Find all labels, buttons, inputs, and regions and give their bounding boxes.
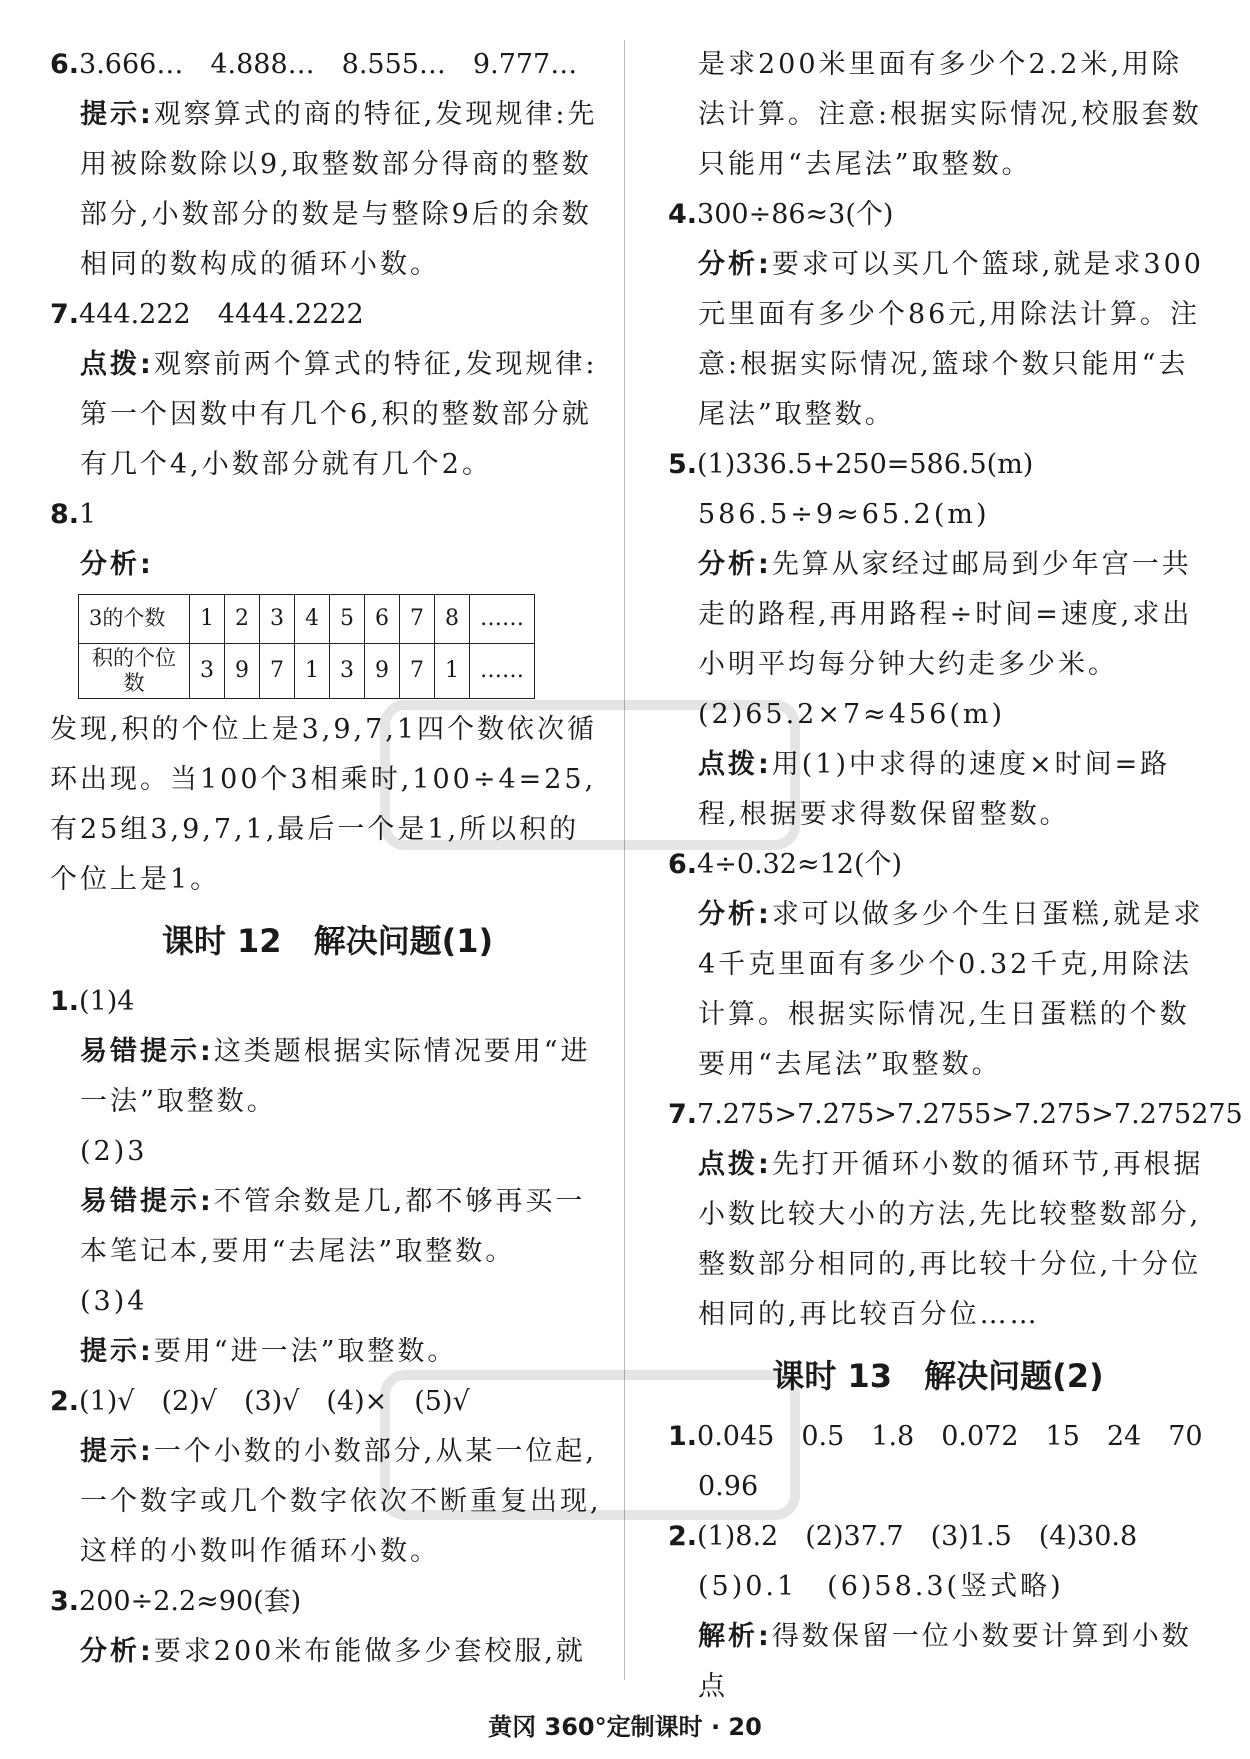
table-cell: …… — [470, 595, 535, 644]
analysis-text: 要求可以买几个篮球,就是求300元里面有多少个86元,用除法计算。注意:根据实际情况,篮球个数只能用“去尾法”取整数。 — [698, 249, 1204, 430]
question-number: 5. — [668, 449, 698, 480]
table-cell: 1 — [295, 644, 330, 699]
answer: 444.222 4444.2222 — [79, 299, 364, 330]
question-5 — [668, 440, 1208, 490]
analysis-text: 求可以做多少个生日蛋糕,就是求4千克里面有多少个0.32千克,用除法计算。根据实际情况,生日蛋糕的个数要用“去尾法”取整数。 — [698, 899, 1204, 1080]
watermark-icon — [380, 700, 800, 850]
question-number: 1. — [50, 986, 80, 1018]
table-row — [79, 595, 535, 644]
lesson-13-title: 课时 13 解决问题(2) — [772, 1357, 1104, 1395]
question-4 — [668, 190, 1208, 240]
analysis-label: 分析: — [698, 249, 772, 280]
lesson-12-title: 课时 12 解决问题(1) — [161, 922, 494, 961]
answer: 586.5÷9≈65.2(m) — [698, 499, 990, 530]
tip-label: 易错提示: — [80, 1036, 214, 1068]
hint — [50, 340, 605, 490]
answer: 0.045 0.5 1.8 0.072 15 24 70 0.96 — [697, 1421, 1230, 1502]
answer: (2)65.2×7≈456(m) — [698, 699, 1005, 730]
hint-text: 观察算式的商的特征,发现规律:先用被除数除以9,取整数部分得商的整数部分,小数部分的数是与整除9后的余数相同的数构成的循环小数。 — [80, 99, 598, 280]
question-number: 8. — [50, 499, 80, 530]
table-cell: 9 — [365, 644, 400, 699]
analysis-label: 解析: — [698, 1621, 772, 1652]
hint-text: 用(1)中求得的速度×时间=路程,根据要求得数保留整数。 — [698, 749, 1171, 830]
hint — [50, 90, 605, 290]
question-number: 6. — [50, 49, 80, 80]
analysis — [668, 240, 1208, 440]
watermark-mark — [380, 1370, 800, 1557]
error-tip — [50, 1027, 605, 1127]
question-7 — [668, 1090, 1243, 1140]
hint-label: 点拨: — [698, 1149, 772, 1180]
answer: (1)8.2 (2)37.7 (3)1.5 (4)30.8 — [697, 1521, 1138, 1552]
hint-label: 提示: — [80, 99, 154, 130]
table-cell: 5 — [330, 595, 365, 644]
table-cell: 7 — [260, 644, 295, 699]
analysis-continuation: 是求200米里面有多少个2.2米,用除法计算。注意:根据实际情况,校服套数只能用“去尾法”取整数。 — [698, 49, 1202, 180]
question-6 — [50, 40, 605, 90]
hint-label: 提示: — [80, 1436, 154, 1468]
table-cell: 3 — [330, 644, 365, 699]
hint-text: 先打开循环小数的循环节,再根据小数比较大小的方法,先比较整数部分,整数部分相同的,再比较十分位,十分位相同的,再比较百分位…… — [698, 1149, 1204, 1330]
tip-text: 不管余数是几,都不够再买一本笔记本,要用“去尾法”取整数。 — [80, 1186, 586, 1268]
table-cell: 3 — [190, 644, 225, 699]
question-number: 2. — [668, 1521, 698, 1552]
error-tip — [50, 1177, 605, 1277]
question-7 — [50, 290, 605, 340]
table-cell: …… — [470, 644, 535, 699]
table-cell: 4 — [295, 595, 330, 644]
question-number: 1. — [668, 1421, 698, 1452]
table-cell: 6 — [365, 595, 400, 644]
question-1 — [50, 977, 605, 1027]
page-footer: 黄冈 360°定制课时 · 20 — [488, 1713, 762, 1741]
table-cell: 2 — [225, 595, 260, 644]
analysis-label: 分析: — [698, 899, 772, 930]
answer: (1)√ (2)√ (3)√ (4)× (5)√ — [79, 1386, 470, 1418]
question-number: 3. — [50, 1586, 80, 1618]
hint — [668, 1140, 1208, 1340]
question-3 — [50, 1577, 605, 1627]
answer: (2)3 — [80, 1136, 148, 1168]
question-number: 7. — [50, 299, 80, 330]
table-cell: 1 — [190, 595, 225, 644]
question-number: 2. — [50, 1386, 80, 1418]
analysis-text: 先算从家经过邮局到少年宫一共走的路程,再用路程÷时间=速度,求出小明平均每分钟大约走多少米。 — [698, 549, 1193, 680]
table-cell: 7 — [400, 644, 435, 699]
units-digit-table — [78, 594, 535, 699]
tip-text: 这类题根据实际情况要用“进一法”取整数。 — [80, 1036, 591, 1118]
analysis-label: 分析: — [80, 549, 154, 580]
analysis-text: 得数保留一位小数要计算到小数点 — [698, 1621, 1192, 1702]
analysis-label: 分析: — [80, 1636, 154, 1668]
answer: 200÷2.2≈90(套) — [79, 1586, 302, 1618]
hint-text: 观察前两个算式的特征,发现规律:第一个因数中有几个6,积的整数部分就有几个4,小数部分就有几个2。 — [80, 349, 598, 480]
answer: (1)336.5+250=586.5(m) — [697, 449, 1034, 480]
hint-label: 点拨: — [80, 349, 154, 380]
table-cell: 9 — [225, 644, 260, 699]
analysis — [50, 540, 605, 590]
table-cell: 8 — [435, 595, 470, 644]
analysis — [50, 1627, 605, 1677]
answer: (5)0.1 (6)58.3(竖式略) — [698, 1571, 1064, 1602]
answer: 300÷86≈3(个) — [697, 199, 894, 230]
answer: 1 — [79, 499, 97, 530]
hint-text: 要用“进一法”取整数。 — [153, 1336, 458, 1368]
question-8 — [50, 490, 605, 540]
answer: 4÷0.32≈12(个) — [697, 849, 903, 880]
hint-text: 一个小数的小数部分,从某一位起,一个数字或几个数字依次不断重复出现,这样的小数叫作循环小数。 — [80, 1436, 602, 1568]
answer: 3.666… 4.888… 8.555… 9.777… — [79, 49, 578, 80]
question-number: 4. — [668, 199, 698, 230]
answer: (3)4 — [80, 1286, 148, 1318]
conclusion-text: 发现,积的个位上是3,9,7,1四个数依次循环出现。当100个3相乘时,100÷4=25,有25组3,9,7,1,最后一个是1,所以积的个位上是1。 — [50, 714, 598, 896]
tip-label: 易错提示: — [80, 1186, 214, 1218]
watermark-icon — [380, 1370, 800, 1520]
hint-label: 点拨: — [698, 749, 772, 780]
analysis — [668, 540, 1208, 690]
watermark-mark — [380, 700, 800, 887]
answer: 7.27̇5̇>7.2̇75̇>7.2755>7.2̇75̇>7.275275 — [697, 1099, 1243, 1130]
question-number: 6. — [668, 849, 698, 880]
table-cell: 1 — [435, 644, 470, 699]
table-cell: 3 — [260, 595, 295, 644]
table-row — [79, 644, 535, 699]
analysis-text: 要求200米布能做多少套校服,就 — [153, 1636, 586, 1668]
table-header: 3的个数 — [79, 595, 190, 644]
analysis — [668, 890, 1208, 1090]
answer: (1)4 — [79, 986, 135, 1018]
hint-label: 提示: — [80, 1336, 154, 1368]
table-header: 积的个位数 — [79, 644, 190, 699]
analysis-label: 分析: — [698, 549, 772, 580]
analysis — [668, 1612, 1208, 1712]
table-cell: 7 — [400, 595, 435, 644]
question-number: 7. — [668, 1099, 698, 1130]
